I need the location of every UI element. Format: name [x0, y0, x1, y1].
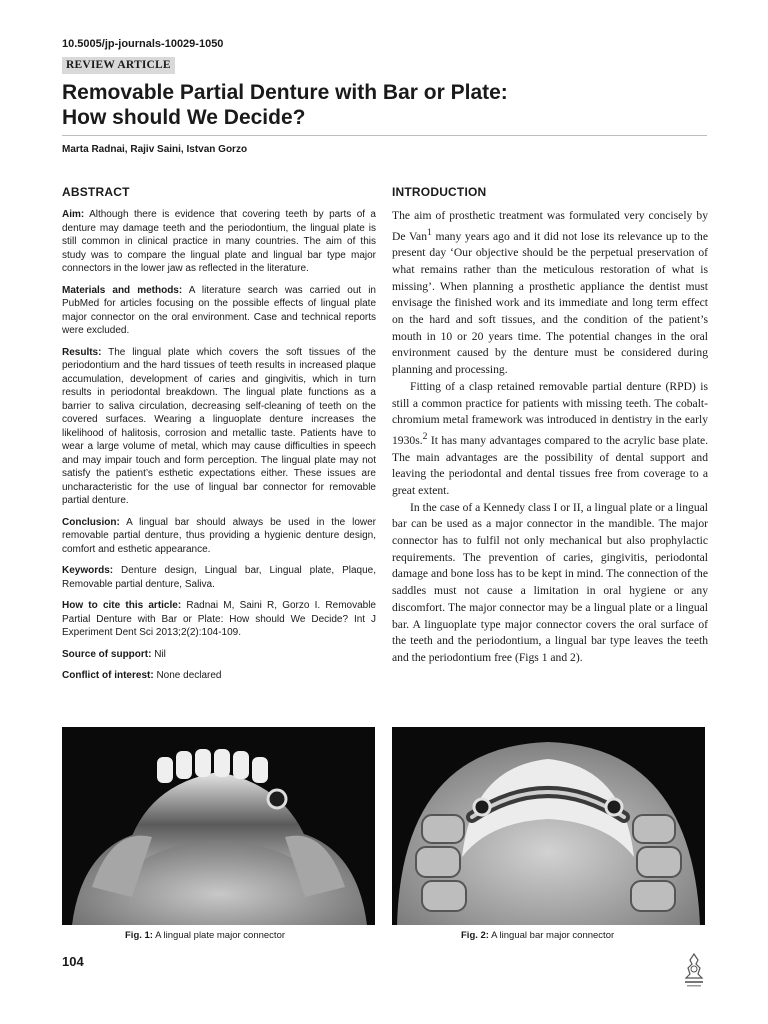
- figure-2-photo: [392, 727, 705, 925]
- abstract-keywords: [62, 564, 376, 591]
- fig2-caption-text: A lingual bar major connector: [488, 930, 615, 941]
- doi: 10.5005/jp-journals-10029-1050: [62, 38, 224, 50]
- conclusion-text: A lingual bar should always be used in the lower removable partial denture, thus providing a hygienic denture design, comfort and esthetic appearance.: [62, 516, 376, 555]
- conclusion-label: Conclusion:: [62, 516, 120, 528]
- methods-text: A literature search was carried out in PubMed for articles focusing on the possible effects of lingual plate major connector on the oral environment. Case and technical reports were excluded.: [62, 284, 376, 336]
- abstract-section: [62, 185, 376, 691]
- methods-label: Materials and methods:: [62, 284, 183, 296]
- conflict-label: Conflict of interest:: [62, 670, 154, 681]
- figure-1-caption: [125, 930, 285, 941]
- abstract-heading: ABSTRACT: [62, 185, 130, 199]
- abstract-citation: [62, 599, 376, 640]
- intro-paragraph-2: [392, 379, 708, 500]
- title-line-2: How should We Decide?: [62, 106, 306, 129]
- intro-p1-a: The aim of prosthetic treatment was formulated very concisely by De Van: [392, 209, 708, 243]
- aim-label: Aim:: [62, 209, 85, 220]
- results-label: Results:: [62, 346, 102, 358]
- introduction-heading: INTRODUCTION: [392, 185, 487, 199]
- keywords-text: Denture design, Lingual bar, Lingual plate, Plaque, Removable partial denture, Saliva.: [62, 565, 376, 590]
- abstract-conclusion: [62, 516, 376, 557]
- page-number: 104: [62, 954, 84, 969]
- introduction-section: [392, 185, 708, 667]
- results-text: The lingual plate which covers the soft tissues of the periodontium and the hard tissues of teeth results in increased plaque accumulation, development of caries and gingivitis, which in turn results in periodontal breakdown. The lingual plate functions as a barrier to saliva circulation, decreasing self-cleaning of teeth on the covered surfaces. Wearing a linguoplate denture increases the likelihood of halitosis, corrosion and metallic taste. Patients have to wear a large volume of metal, which may cause difficulties in speech and may impair touch and form perception. The lingual plate may not satisfy the patient’s esthetic expectations either. These issues are uncharacteristic for the use of lingual bar connector for removable partial denture.: [62, 346, 376, 506]
- citation-2: 2: [422, 431, 428, 442]
- citation-1: 1: [427, 226, 432, 238]
- support-text: Nil: [151, 648, 166, 660]
- abstract-results: [62, 346, 376, 508]
- abstract-methods: [62, 284, 376, 338]
- authors: Marta Radnai, Rajiv Saini, Istvan Gorzo: [62, 144, 248, 155]
- figure-1-photo: [62, 727, 375, 925]
- article-type-badge: REVIEW ARTICLE: [62, 57, 175, 74]
- support-label: Source of support:: [62, 648, 152, 660]
- fig1-caption-text: A lingual plate major connector: [152, 930, 286, 941]
- intro-p2-b: It has many advantages compared to the acrylic base plate. The main advantages are the possibility of dental support and leaving the periodontal and dental tissues free from coverage to a great extent.: [392, 433, 708, 497]
- title-divider: [62, 135, 707, 136]
- abstract-aim: [62, 208, 376, 276]
- title-line-1: Removable Partial Denture with Bar or Plate:: [62, 81, 508, 104]
- intro-p2-a: Fitting of a clasp retained removable partial denture (RPD) is still a common practice for patients with missing teeth. The cobalt-chromium metal framework was introduced in dentistry in the early 1930s.: [392, 379, 708, 447]
- fig2-label: Fig. 2:: [461, 930, 489, 941]
- intro-paragraph-1: [392, 208, 708, 379]
- cite-label: How to cite this article:: [62, 600, 182, 611]
- article-title: [62, 80, 712, 130]
- fig1-label: Fig. 1:: [125, 930, 153, 941]
- aim-text: Although there is evidence that covering teeth by parts of a denture may damage teeth and the periodontium, the lingual plate is still common in clinical practice in many countries. The aim of this study was to compare the lingual plate and lingual bar type major connectors in the lower jaw as reflected in the literature.: [62, 209, 376, 274]
- keywords-label: Keywords:: [62, 565, 114, 576]
- intro-p1-b: many years ago and it did not lose its relevance up to the present day ‘Our objective should be the perpetual preservation of what remains rather than the meticulous restoration of what is missing’. When planning a prosthetic appliance the dentist must envisage the finished work and its immediate and long term effect on the hard and soft tissues, and the condition of the patient’s mouth in 10 or 20 years time. The potential changes in the oral environment caused by the denture must be considered during planning and processing.: [392, 229, 708, 377]
- cite-text: Radnai M, Saini R, Gorzo I. Removable Partial Denture with Bar or Plate: How should We Decide? Int J Experiment Dent Sci 2013;2(2):104-109.: [62, 600, 376, 638]
- intro-paragraph-3: In the case of a Kennedy class I or II, a lingual plate or a lingual bar can be used as a major connector in the mandible. The major connector has to fulfil not only mechanical but also prophylactic requirements. The prevention of caries, gingivitis, periodontal damage and bone loss has to be kept in mind. The connection of the saddles must not cause a limitation in oral hygiene or any discomfort. The major connector may be a lingual plate or a lingual bar. A linguoplate type major connector covers the oral surface of the teeth and the periodontium, a lingual bar type leaves the teeth and the periodontium free (Figs 1 and 2).: [392, 500, 708, 664]
- figure-2-caption: [461, 930, 614, 941]
- abstract-support: [62, 648, 376, 662]
- abstract-conflict: [62, 669, 376, 683]
- conflict-text: None declared: [153, 670, 222, 681]
- publisher-logo-icon: [680, 952, 708, 988]
